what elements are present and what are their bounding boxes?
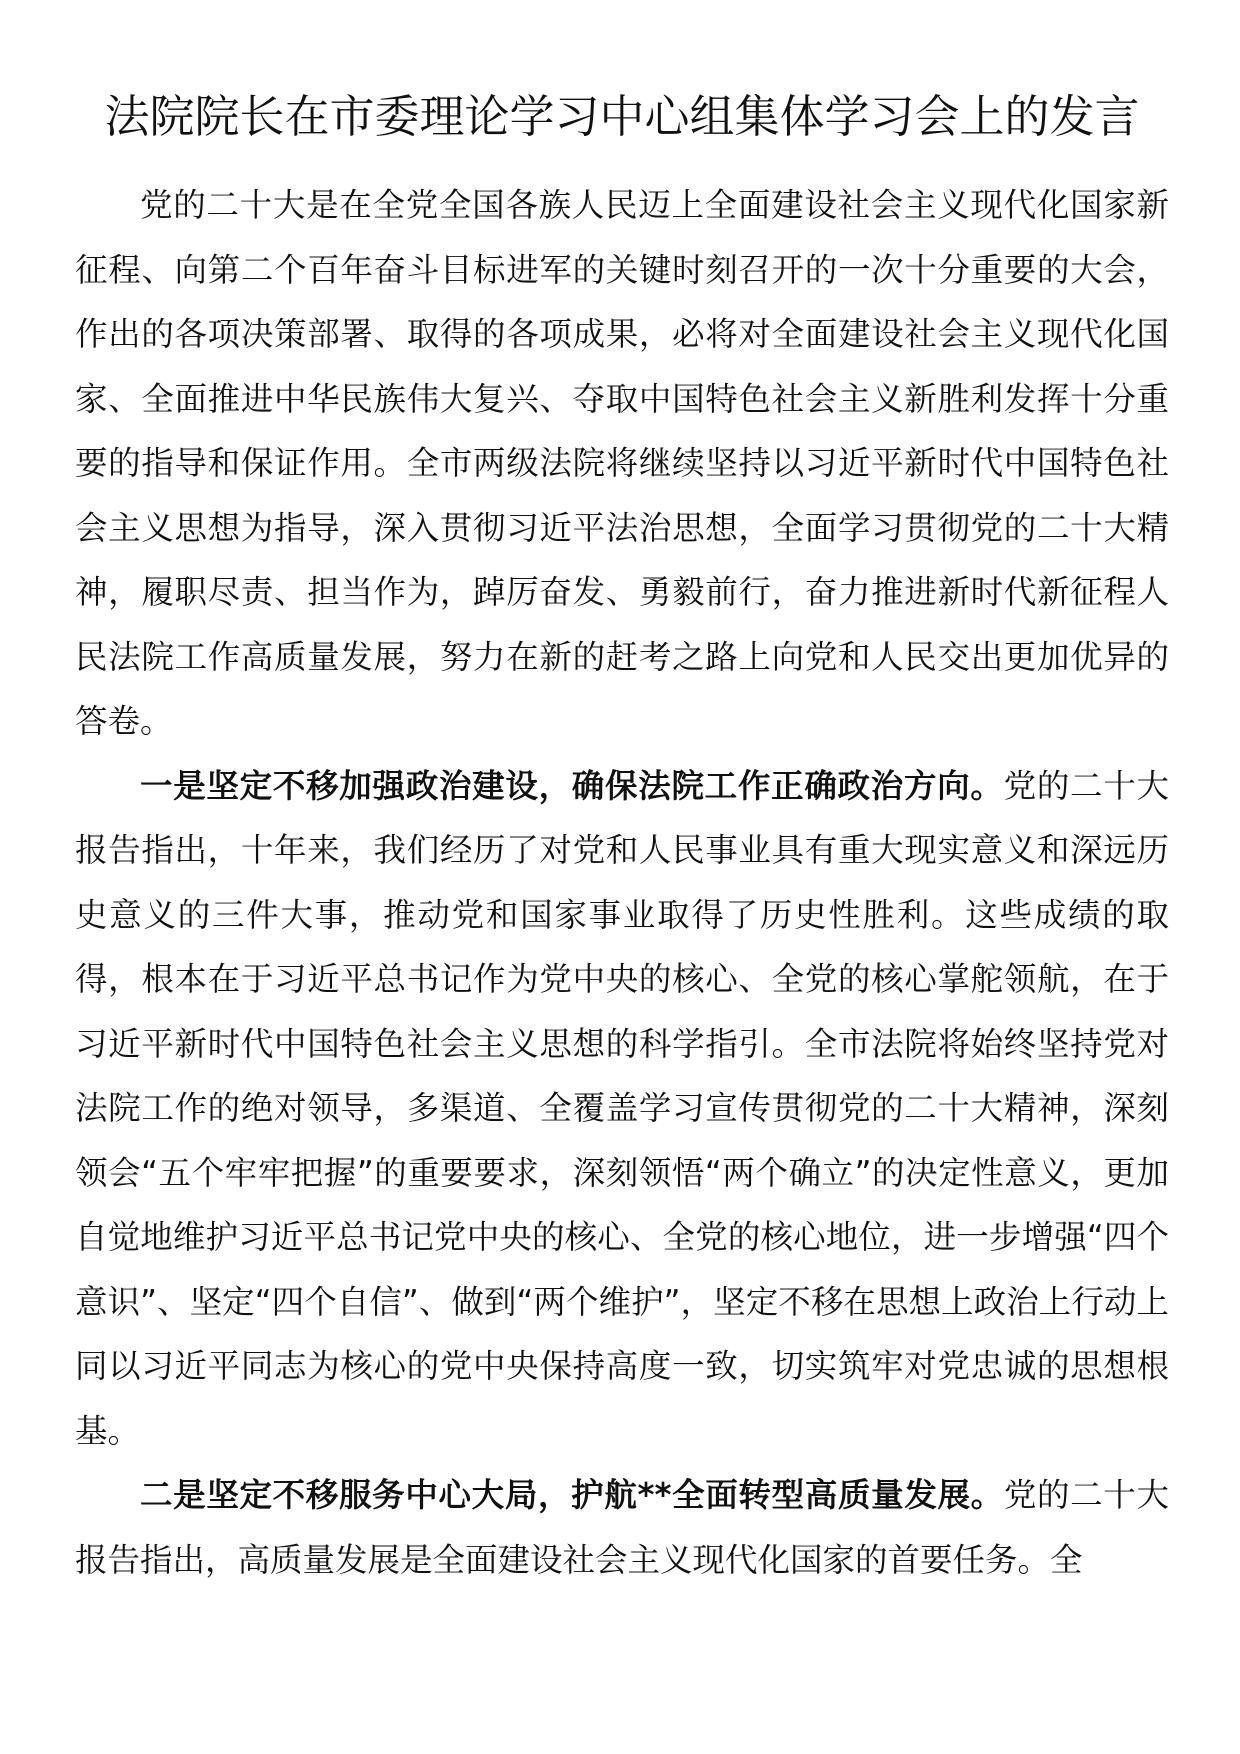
paragraph-text: 党的二十大报告指出，高质量发展是全面建设社会主义现代化国家的首要任务。全 [75,1476,1169,1579]
paragraph-lead: 二是坚定不移服务中心大局，护航**全面转型高质量发展。 [140,1476,1004,1514]
document-title: 法院院长在市委理论学习中心组集体学习会上的发言 [104,90,1140,143]
paragraph-intro [75,173,1169,754]
paragraph-text: 党的二十大是在全党全国各族人民迈上全面建设社会主义现代化国家新征程、向第二个百年奋斗目标进军的关键时刻召开的一次十分重要的大会，作出的各项决策部署、取得的各项成果，必将对全面建设社会主义现代化国家、全面推进中华民族伟大复兴、夺取中国特色社会主义新胜利发挥十分重要的指导和保证作用。全市两级法院将继续坚持以习近平新时代中国特色社会主义思想为指导，深入贯彻习近平法治思想，全面学习贯彻党的二十大精神，履职尽责、担当作为，踔厉奋发、勇毅前行，奋力推进新时代新征程人民法院工作高质量发展，努力在新的赶考之路上向党和人民交出更加优异的答卷。 [75,186,1169,740]
paragraph-text: 党的二十大报告指出，十年来，我们经历了对党和人民事业具有重大现实意义和深远历史意义的三件大事，推动党和国家事业取得了历史性胜利。这些成绩的取得，根本在于习近平总书记作为党中央的核心、全党的核心掌舵领航，在于习近平新时代中国特色社会主义思想的科学指引。全市法院将始终坚持党对法院工作的绝对领导，多渠道、全覆盖学习宣传贯彻党的二十大精神，深刻领会“五个牢牢把握”的重要要求，深刻领悟“两个确立”的决定性意义，更加自觉地维护习近平总书记党中央的核心、全党的核心地位，进一步增强“四个意识”、坚定“四个自信”、做到“两个维护”，坚定不移在思想上政治上行动上同以习近平同志为核心的党中央保持高度一致，切实筑牢对党忠诚的思想根基。 [75,766,1169,1450]
paragraph-point-one [75,754,1169,1464]
paragraph-point-two [75,1463,1169,1592]
document-body [75,173,1169,1592]
paragraph-lead: 一是坚定不移加强政治建设，确保法院工作正确政治方向。 [140,766,1004,805]
